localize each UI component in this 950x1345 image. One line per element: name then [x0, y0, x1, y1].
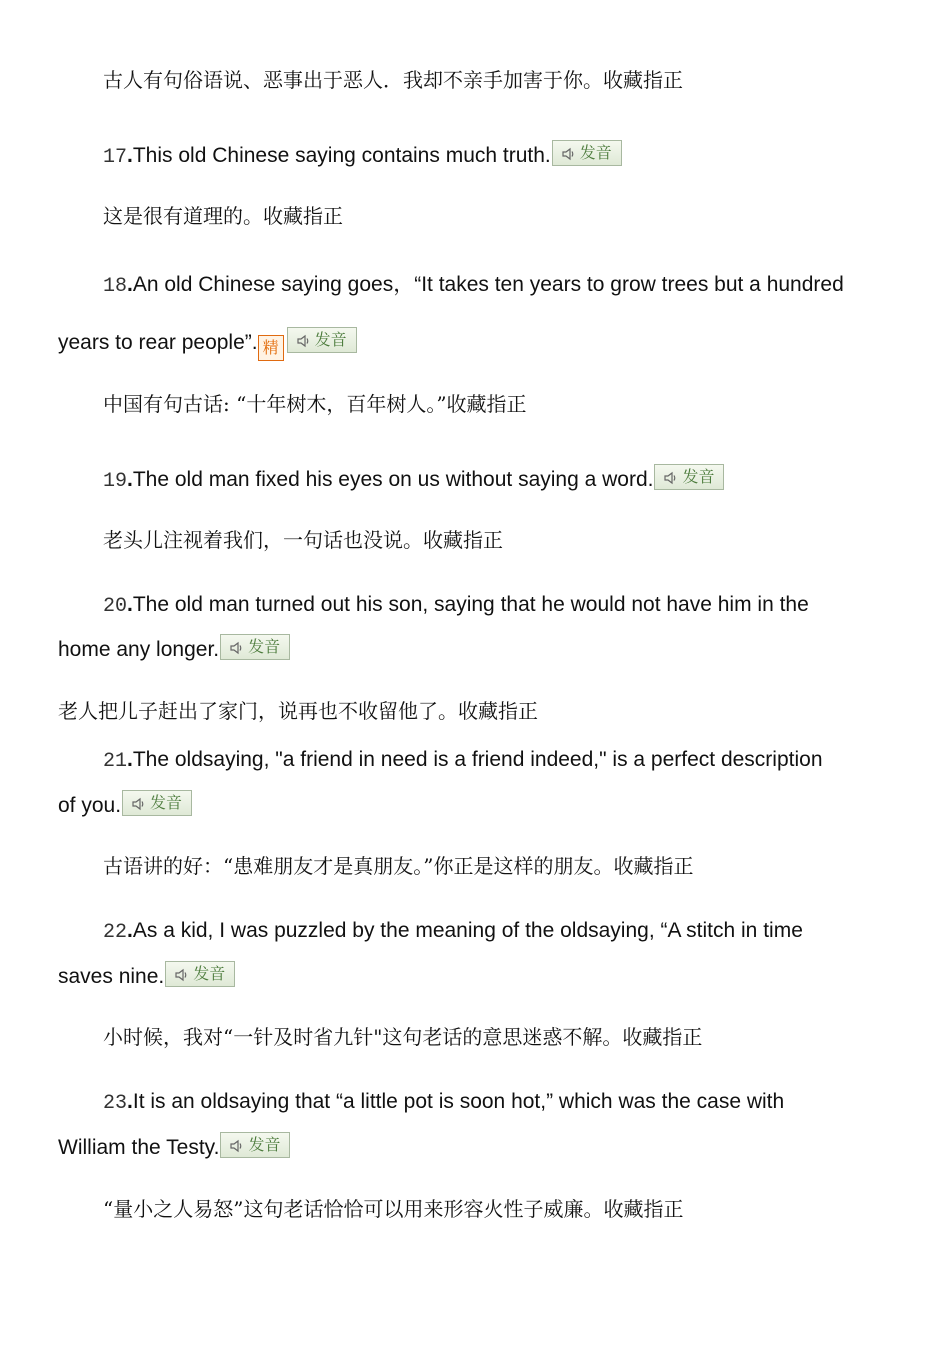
sentence-text: It is an oldsaying that “a little pot is soon hot,” which was the case with	[132, 1090, 785, 1113]
speaker-icon	[229, 1138, 245, 1154]
speaker-icon	[174, 967, 190, 983]
sentence-text: years to rear people”.	[58, 331, 258, 354]
speaker-icon	[131, 796, 147, 812]
pronounce-button[interactable]: 发音	[165, 961, 235, 987]
pronounce-button[interactable]: 发音	[552, 140, 622, 166]
sentence-text: This old Chinese saying contains much truth.	[132, 144, 551, 167]
translation-line: 古语讲的好：“患难朋友才是真朋友。”你正是这样的朋友。收藏指正	[103, 854, 694, 878]
sentence-text: home any longer.	[58, 638, 220, 661]
sentence-number: 22	[103, 921, 128, 944]
sentence-text: of you.	[58, 794, 122, 817]
pronounce-button[interactable]: 发音	[220, 1132, 290, 1158]
translation-line: 中国有句古话: “十年树木，百年树人。”收藏指正	[103, 392, 527, 416]
sentence-text: William the Testy.	[58, 1136, 220, 1159]
sentence-number: 18	[103, 275, 128, 298]
example-sentence-22-cont	[58, 961, 235, 991]
example-sentence-17: 17.This old Chinese saying contains much truth. 发音	[103, 140, 622, 172]
example-sentence-19: 19.The old man fixed his eyes on us without saying a word. 发音	[103, 464, 724, 496]
sentence-number: 17	[103, 146, 128, 169]
translation-line: 小时候，我对“一针及时省九针"这句老话的意思迷惑不解。收藏指正	[103, 1025, 703, 1049]
pronounce-button[interactable]: 发音	[287, 327, 357, 353]
example-sentence-23-cont	[58, 1132, 290, 1162]
sentence-text: The old man fixed his eyes on us without saying a word.	[132, 468, 654, 491]
sentence-text: saves nine.	[58, 965, 165, 988]
sentence-number: 19	[103, 470, 128, 493]
sentence-number: 21	[103, 750, 128, 773]
sentence-text: An old Chinese saying goes，“It takes ten years to grow trees but a hundred	[132, 273, 844, 296]
pronounce-button[interactable]: 发音	[654, 464, 724, 490]
speaker-icon	[229, 640, 245, 656]
example-sentence-23: 23.It is an oldsaying that “a little pot is soon hot,” which was the case with	[103, 1090, 785, 1115]
translation-line: 古人有句俗语说、恶事出于恶人．我却不亲手加害于你。收藏指正	[103, 68, 683, 92]
sentence-text: The oldsaying, "a friend in need is a friend indeed," is a perfect description	[132, 748, 823, 771]
translation-line: 老头儿注视着我们，一句话也没说。收藏指正	[103, 528, 503, 552]
example-sentence-18: 18.An old Chinese saying goes，“It takes ten years to grow trees but a hundred	[103, 273, 844, 298]
example-sentence-20: 20.The old man turned out his son, saying that he would not have him in the	[103, 593, 809, 618]
example-sentence-21: 21.The oldsaying, "a friend in need is a friend indeed," is a perfect description	[103, 748, 823, 773]
sentence-number: 20	[103, 595, 128, 618]
translation-line: 老人把儿子赶出了家门，说再也不收留他了。收藏指正	[58, 699, 538, 723]
example-sentence-21-cont	[58, 790, 192, 820]
pronounce-button[interactable]: 发音	[122, 790, 192, 816]
translation-line: “量小之人易怒”这句老话恰恰可以用来形容火性子威廉。收藏指正	[103, 1197, 684, 1221]
pronounce-button[interactable]: 发音	[220, 634, 290, 660]
example-sentence-18-cont	[58, 327, 357, 361]
speaker-icon	[296, 333, 312, 349]
sentence-text: The old man turned out his son, saying that he would not have him in the	[132, 593, 809, 616]
sentence-number: 23	[103, 1092, 128, 1115]
featured-badge: 精	[258, 335, 284, 361]
example-sentence-22: 22.As a kid, I was puzzled by the meaning of the oldsaying, “A stitch in time	[103, 919, 803, 944]
speaker-icon	[663, 470, 679, 486]
example-sentence-20-cont	[58, 634, 290, 664]
sentence-text: As a kid, I was puzzled by the meaning of the oldsaying, “A stitch in time	[132, 919, 803, 942]
speaker-icon	[561, 146, 577, 162]
translation-line: 这是很有道理的。收藏指正	[103, 204, 343, 228]
